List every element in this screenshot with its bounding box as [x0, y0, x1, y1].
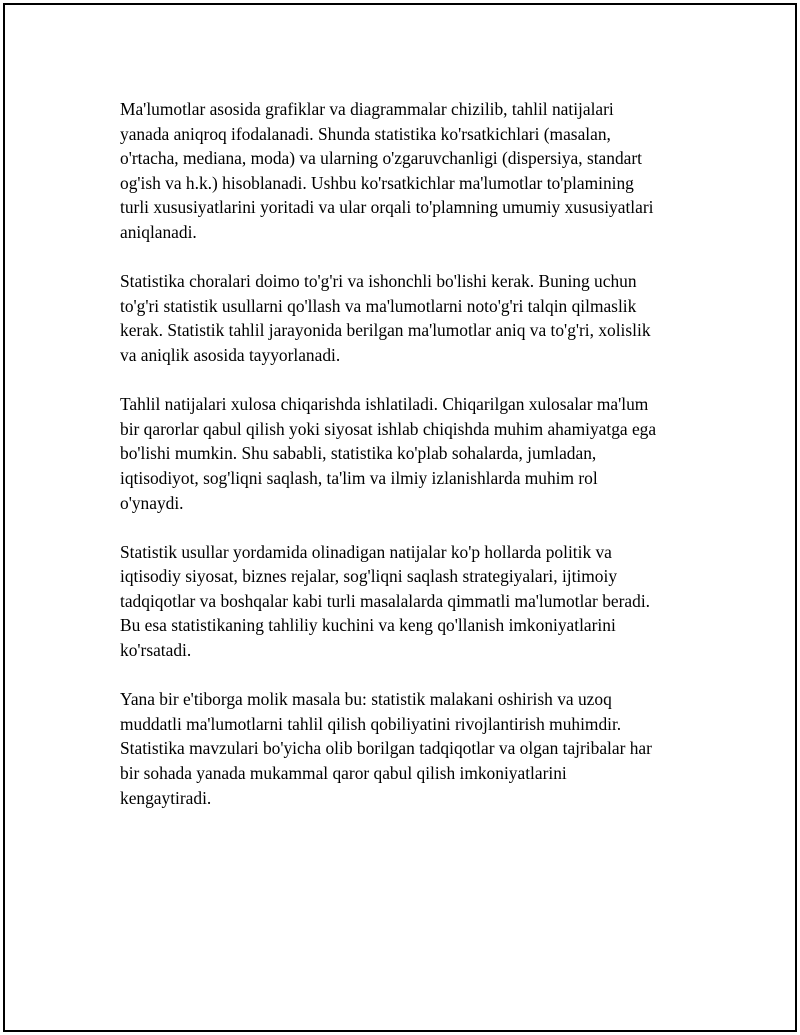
text-line: Ma'lumotlar asosida grafiklar va diagrammalar chizilib, tahlil natijalari — [120, 99, 614, 119]
text-line: Statistika mavzulari bo'yicha olib borilgan tadqiqotlar va olgan tajribalar har — [120, 738, 652, 759]
text-line: Tahlil natijalari xulosa chiqarishda ishlatiladi. Chiqarilgan xulosalar ma'lum — [120, 394, 649, 415]
text-line: og'ish va h.k.) hisoblanadi. Ushbu ko'rsatkichlar ma'lumotlar to'plamining — [120, 172, 634, 193]
paragraph-3 — [120, 392, 700, 515]
text-line: bo'lishi mumkin. Shu sababli, statistika ko'plab sohalarda, jumladan, — [120, 443, 597, 464]
text-line: kengaytiradi. — [120, 787, 212, 808]
paragraph-2 — [120, 269, 700, 367]
text-line: bir qarorlar qabul qilish yoki siyosat ishlab chiqishda muhim ahamiyatga ega — [120, 418, 657, 439]
text-line: muddatli ma'lumotlarni tahlil qilish qobiliyatini rivojlantirish muhimdir. — [120, 713, 622, 734]
text-line: Statistika choralari doimo to'g'ri va ishonchli bo'lishi kerak. Buning uchun — [120, 271, 637, 292]
text-line: bir sohada yanada mukammal qaror qabul qilish imkoniyatlarini — [120, 763, 567, 784]
text-line: Statistik usullar yordamida olinadigan natijalar ko'p hollarda politik va — [120, 541, 612, 562]
text-line: yanada aniqroq ifodalanadi. Shunda statistika ko'rsatkichlari (masalan, — [120, 123, 611, 144]
text-line: kerak. Statistik tahlil jarayonida berilgan ma'lumotlar aniq va to'g'ri, xolislik — [120, 320, 651, 341]
text-line: iqtisodiyot, sog'liqni saqlash, ta'lim va ilmiy izlanishlarda muhim rol — [120, 467, 598, 488]
document-page — [3, 3, 797, 1032]
text-line: o'rtacha, mediana, moda) va ularning o'zgaruvchanligi (dispersiya, standart — [120, 148, 642, 169]
text-line: to'g'ri statistik usullarni qo'llash va ma'lumotlarni noto'g'ri talqin qilmaslik — [120, 295, 637, 316]
paragraph-5 — [120, 687, 700, 810]
text-line: aniqlanadi. — [120, 221, 197, 242]
text-line: tadqiqotlar va boshqalar kabi turli masalalarda qimmatli ma'lumotlar beradi. — [120, 590, 650, 611]
text-line: va aniqlik asosida tayyorlanadi. — [120, 344, 341, 365]
text-line: o'ynaydi. — [120, 492, 184, 513]
text-line: Yana bir e'tiborga molik masala bu: statistik malakani oshirish va uzoq — [120, 689, 612, 710]
text-line: turli xususiyatlarini yoritadi va ular orqali to'plamning umumiy xususiyatlari — [120, 197, 654, 218]
paragraph-1 — [120, 97, 700, 245]
document-body — [120, 97, 700, 835]
text-line: ko'rsatadi. — [120, 640, 192, 661]
text-line: iqtisodiy siyosat, biznes rejalar, sog'liqni saqlash strategiyalari, ijtimoiy — [120, 566, 618, 587]
text-line: Bu esa statistikaning tahliliy kuchini va keng qo'llanish imkoniyatlarini — [120, 615, 616, 636]
paragraph-4 — [120, 540, 700, 663]
